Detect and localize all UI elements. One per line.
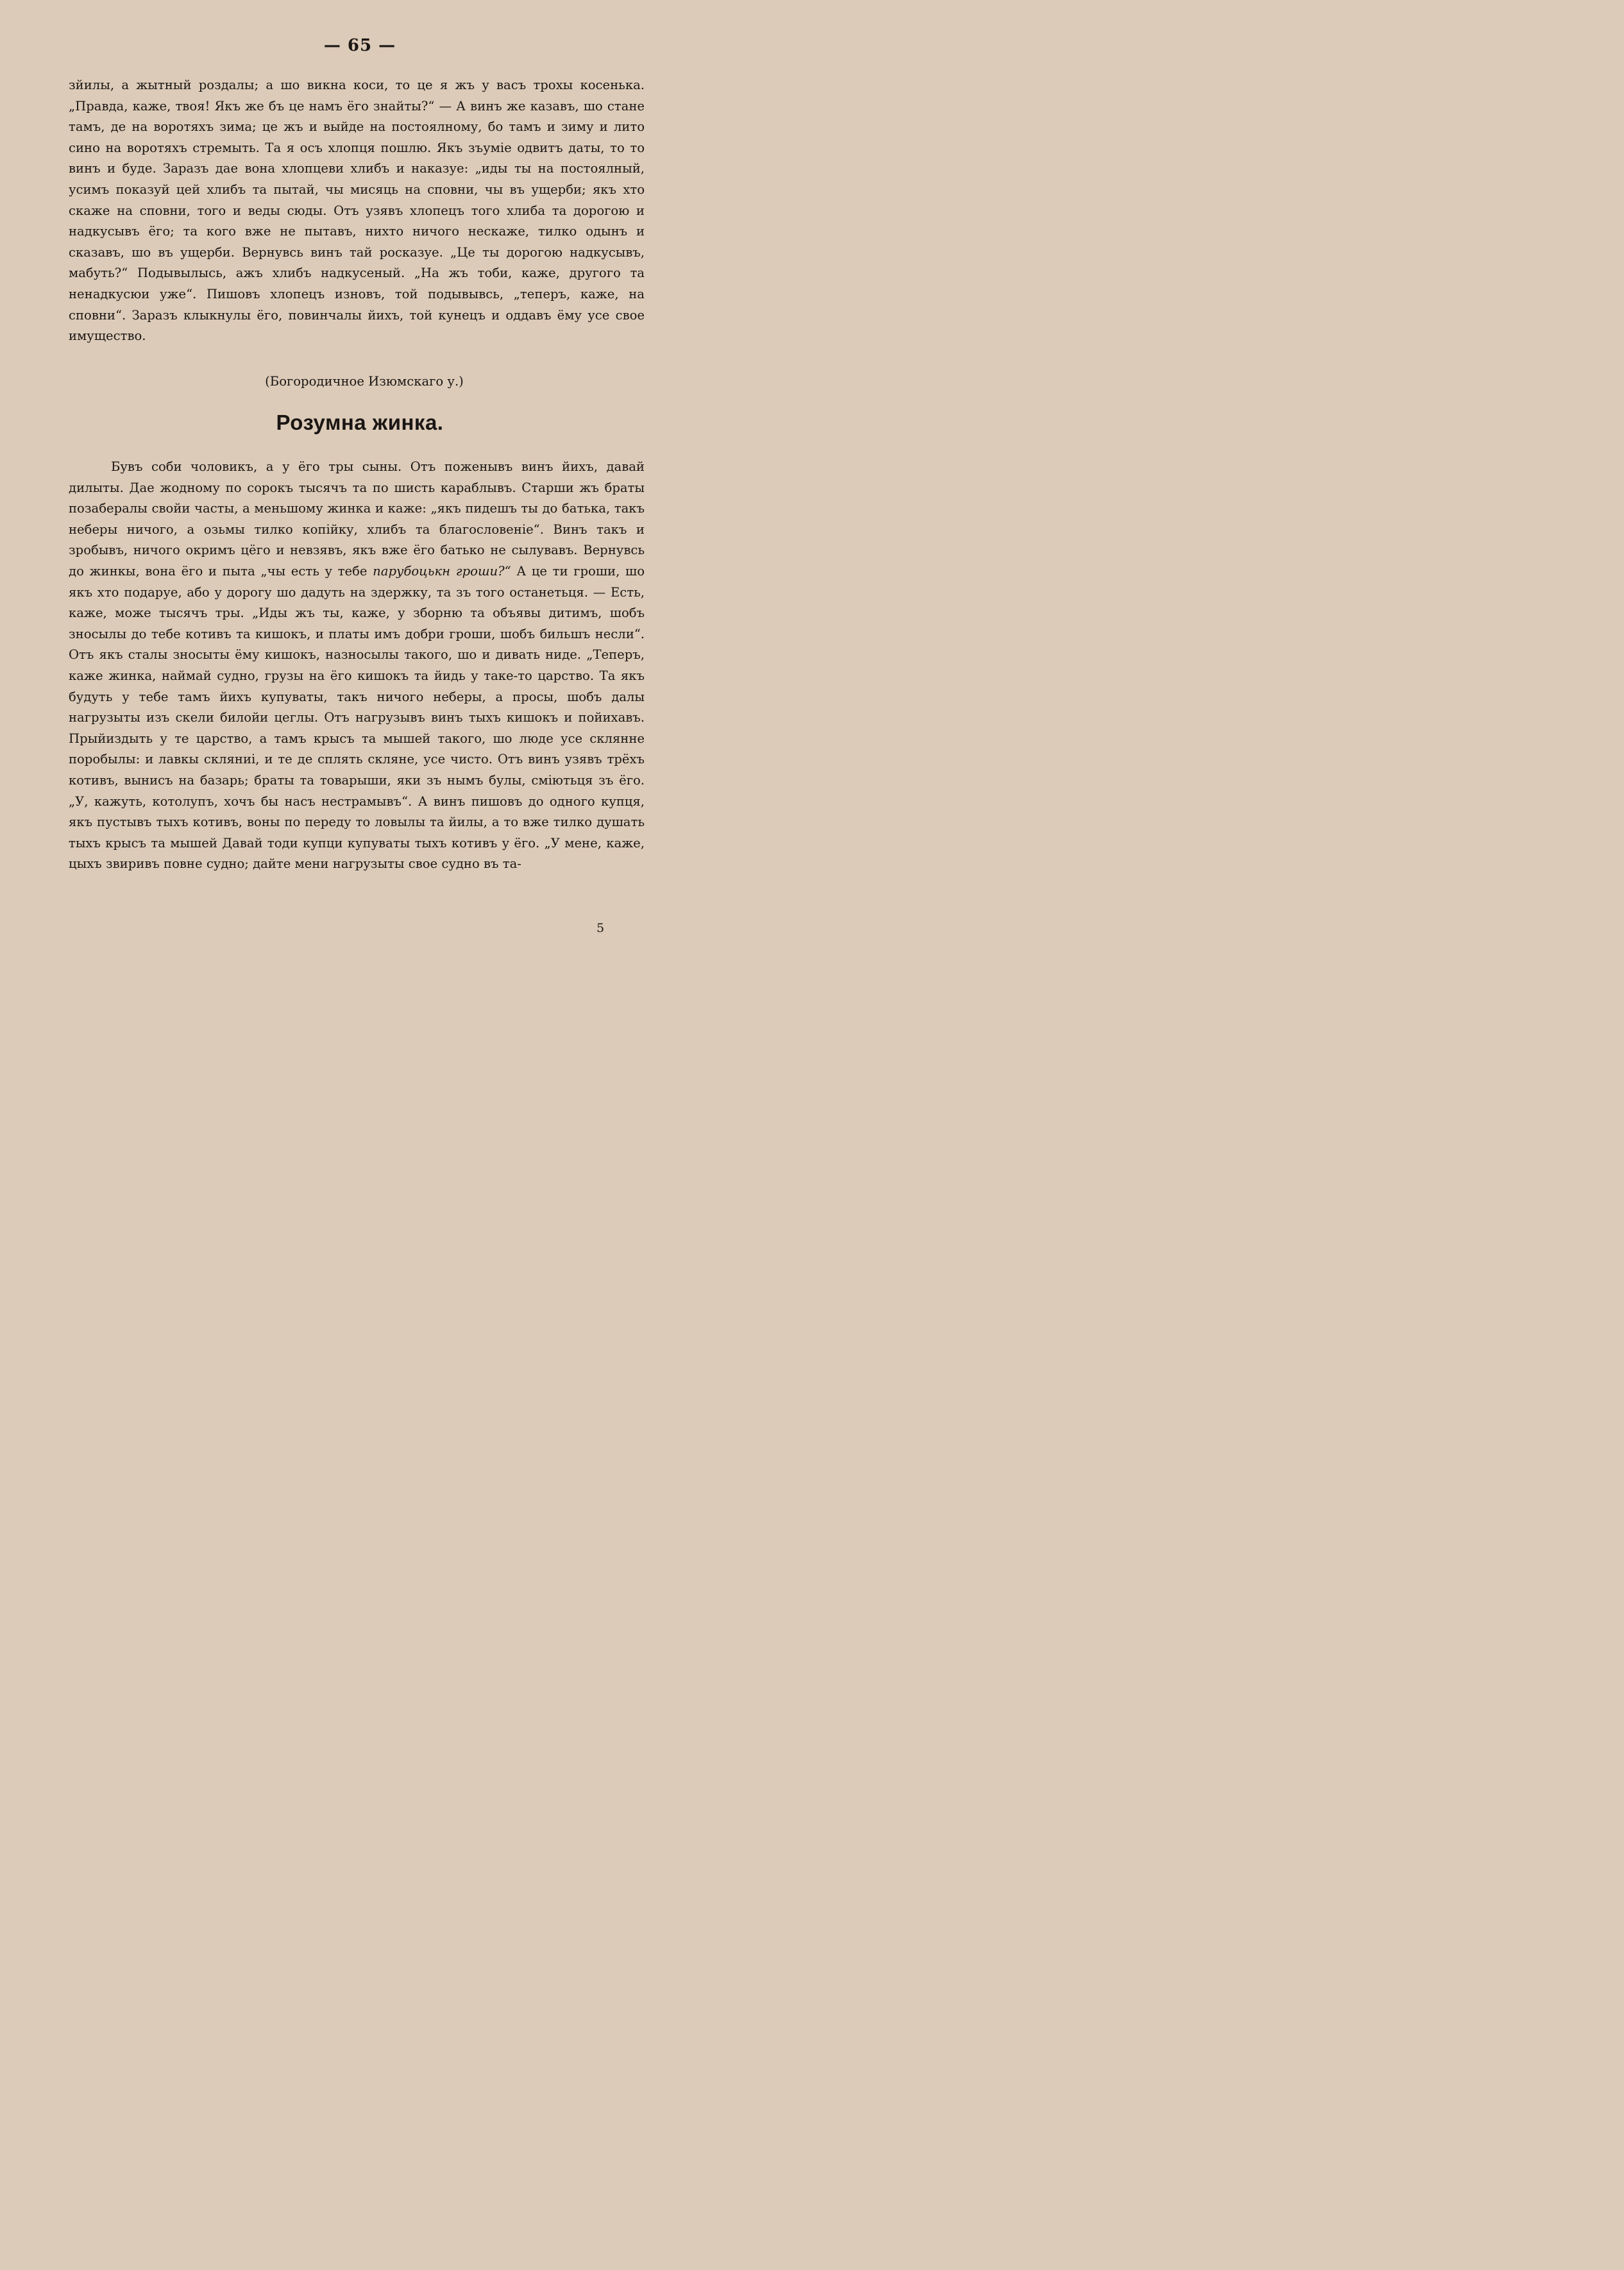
story-text-part1: Бувъ соби чоловикъ, а у ёго тры сыны. Отъ поженывъ винъ йихъ, давай дилыты. Дае жодному по сорокъ тысячъ та по шисть караблывъ. Старши жъ браты позабералы свойи часты, а меньшому жинка и каже: „якъ пидешъ ты до батька, такъ неберы ничого, а озьмы тилко копійку, хлибъ та благословеніе“. Винъ такъ и зробывъ, ничого окримъ цёгo и невзявъ, якъ вже ёго батько не сылувавъ. Вернувсь до жинкы, вона ёго и пыта „чы есть у тебе bbox=[69, 459, 645, 579]
document-page bbox=[0, 0, 720, 1006]
story-paragraph bbox=[69, 457, 645, 875]
story-text-part2: А це ти гроши, шо якъ хто подаруе, або у дорогу шо дадуть на здержку, та зъ того останетьця. — Есть, каже, може тысячъ тры. „Иды жъ ты, каже, у зборню та объявы дитимъ, шобъ зносылы до тебе котивъ та кишокъ, и платы имъ добри гроши, шобъ бильшъ несли“. Отъ якъ сталы зносыты ёму кишокъ, назносылы такого, шо и дивать ниде. „Теперъ, каже жинка, наймай судно, грузы на ёго кишокъ та йидь у таке-то царство. Та якъ будуть у тебе тамъ йихъ купуваты, такъ ничого неберы, а просы, шобъ далы нагрузыты изъ скели билойи цеглы. Отъ нагрузывъ винъ тыхъ кишокъ и пойихавъ. Прыйиздыть у те царство, а тамъ крысъ та мышей такого, шо люде усе склянне поробылы: и лавкы скляниі, и те де сплять скляне, усе чисто. Отъ винъ узявъ трёхъ котивъ, вынисъ на базарь; браты та товарыши, яки зъ нымъ булы, сміютьця зъ ёго. „У, кажуть, котолупъ, хочъ бы насъ нестрамывъ“. А винъ пишовъ до одного купця, якъ пустывъ тыхъ котивъ, воны по переду то ловылы та йилы, а то вже тилко душать тыхъ крысъ та мышей Давай тоди купци купуваты тыхъ котивъ у ёго. „У мене, каже, цыхъ звиривъ повне судно; дайте мени нагрузыты свое судно въ та- bbox=[69, 563, 645, 872]
story-title: Розумна жинка. bbox=[276, 411, 444, 434]
story-body bbox=[69, 457, 645, 875]
source-note: (Богородичное Изюмскаго у.) bbox=[265, 374, 464, 389]
paragraph-text: зйилы, а жытный роздалы; а шо викна коси, то це я жъ у васъ трохы косенька. „Правда, каже, твоя! Якъ же бъ це намъ ёго знайты?“ — А винъ же казавъ, шо стане тамъ, де на воротяхъ зима; це жъ и выйде на постоялному, бо тамъ и зиму и лито сино на воротяхъ стремыть. Та я осъ хлопця пошлю. Якъ зъуміе одвитъ даты, то то винъ и буде. Заразъ дае вона хлопцеви хлибъ и наказуе: „иды ты на постоялный, усимъ показуй цей хлибъ та пытай, чы мисяць на сповни, чы въ ущерби; якъ хто скаже на сповни, того и веды сюды. Отъ узявъ хлопецъ того хлиба та дорогою и надкусывъ ёго; та кого вже не пытавъ, нихто ничого нескаже, тилко одынъ и сказавъ, шо въ ущерби. Вернувсь винъ тай росказуе. „Це ты дорогою надкусывъ, мабуть?“ Подывылысь, ажъ хлибъ надкусеный. „На жъ тоби, каже, другого та ненадкусюи уже“. Пишовъ хлопецъ изновъ, той подывывсь, „теперъ, каже, на сповни“. Заразъ клыкнулы ёго, повинчалы йихъ, той кунецъ и oддавъ ёму усе свое имущество. bbox=[69, 78, 645, 344]
story-italic-phrase: парубоцькн гроши?“ bbox=[373, 563, 511, 579]
sheet-signature-mark: 5 bbox=[596, 921, 605, 935]
continued-story-paragraph bbox=[69, 75, 645, 347]
page-number: — 65 — bbox=[323, 36, 396, 55]
